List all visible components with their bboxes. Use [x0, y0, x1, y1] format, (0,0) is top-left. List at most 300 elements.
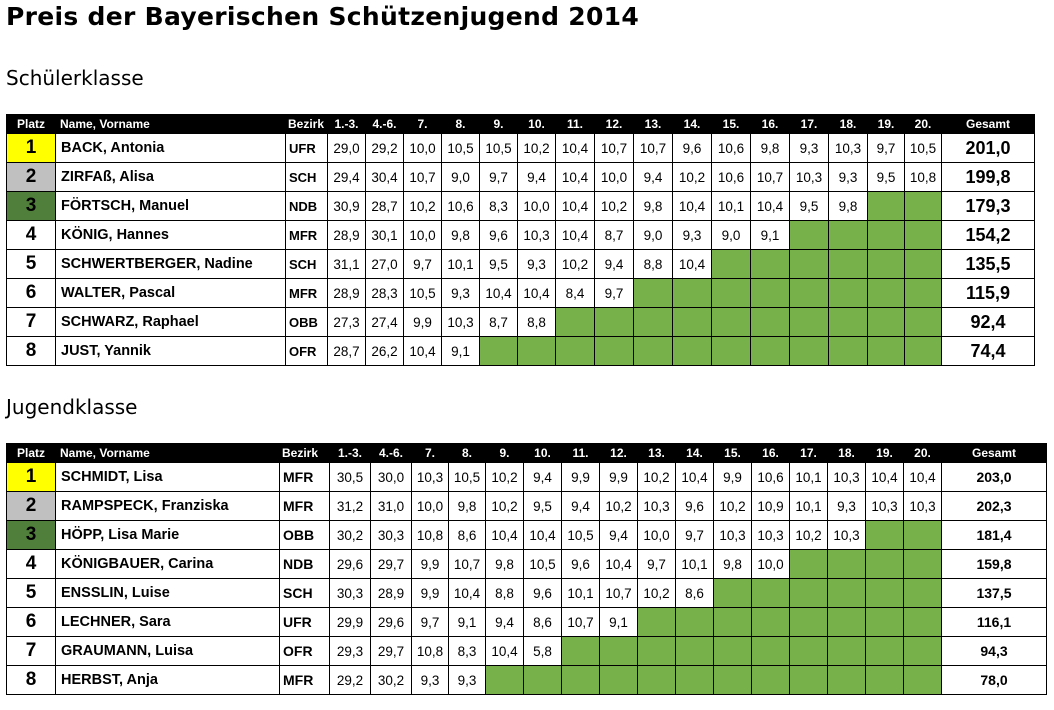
table-row: [7, 337, 1035, 366]
name-cell: ZIRFAß, Alisa: [56, 163, 286, 192]
score-cell: 8,8: [518, 308, 556, 337]
score-cell: 9,3: [828, 492, 866, 521]
table-row: [7, 250, 1035, 279]
empty-score-cell: [868, 221, 905, 250]
score-cell: 9,4: [634, 163, 673, 192]
empty-score-cell: [524, 666, 562, 695]
score-cell: 30,5: [330, 463, 371, 492]
score-cell: 5,8: [524, 637, 562, 666]
score-cell: 9,4: [518, 163, 556, 192]
score-cell: 9,1: [442, 337, 480, 366]
score-cell: 29,6: [371, 608, 412, 637]
empty-score-cell: [751, 250, 790, 279]
header-19: 19.: [868, 115, 905, 134]
score-cell: 9,7: [638, 550, 676, 579]
score-cell: 9,7: [676, 521, 714, 550]
empty-score-cell: [866, 521, 904, 550]
empty-score-cell: [676, 637, 714, 666]
score-cell: 9,7: [480, 163, 518, 192]
empty-score-cell: [829, 250, 868, 279]
score-cell: 10,9: [752, 492, 790, 521]
section-title-schuelerklasse: Schülerklasse: [6, 66, 144, 90]
score-cell: 10,4: [676, 463, 714, 492]
score-cell: 30,0: [371, 463, 412, 492]
score-cell: 10,4: [486, 521, 524, 550]
empty-score-cell: [673, 279, 712, 308]
score-cell: 10,4: [673, 250, 712, 279]
score-cell: 10,1: [562, 579, 600, 608]
score-cell: 30,3: [330, 579, 371, 608]
empty-score-cell: [790, 608, 828, 637]
score-cell: 10,3: [828, 463, 866, 492]
score-cell: 10,3: [790, 163, 829, 192]
name-cell: HERBST, Anja: [56, 666, 280, 695]
score-cell: 10,2: [486, 463, 524, 492]
score-cell: 10,7: [449, 550, 486, 579]
header-13: 13.: [638, 444, 676, 463]
bezirk-cell: MFR: [280, 463, 330, 492]
empty-score-cell: [595, 337, 634, 366]
score-cell: 10,0: [595, 163, 634, 192]
score-cell: 10,3: [638, 492, 676, 521]
score-cell: 9,6: [676, 492, 714, 521]
empty-score-cell: [905, 221, 942, 250]
score-cell: 9,6: [673, 134, 712, 163]
empty-score-cell: [600, 666, 638, 695]
score-cell: 9,7: [868, 134, 905, 163]
header-17: 17.: [790, 115, 829, 134]
score-cell: 29,0: [328, 134, 366, 163]
score-cell: 10,4: [751, 192, 790, 221]
score-cell: 10,8: [412, 637, 449, 666]
score-cell: 8,6: [449, 521, 486, 550]
score-cell: 9,7: [595, 279, 634, 308]
empty-score-cell: [828, 579, 866, 608]
header-20: 20.: [905, 115, 942, 134]
empty-score-cell: [638, 637, 676, 666]
score-cell: 29,6: [330, 550, 371, 579]
score-cell: 10,4: [556, 192, 595, 221]
score-cell: 10,1: [712, 192, 751, 221]
header-11: 11.: [562, 444, 600, 463]
total-cell: 92,4: [942, 308, 1035, 337]
score-cell: 9,1: [751, 221, 790, 250]
score-cell: 28,9: [328, 221, 366, 250]
score-cell: 10,1: [790, 463, 828, 492]
score-cell: 10,1: [442, 250, 480, 279]
score-cell: 9,4: [486, 608, 524, 637]
score-cell: 10,4: [524, 521, 562, 550]
score-cell: 10,0: [412, 492, 449, 521]
bezirk-cell: MFR: [280, 492, 330, 521]
empty-score-cell: [828, 666, 866, 695]
empty-score-cell: [790, 637, 828, 666]
empty-score-cell: [790, 550, 828, 579]
bezirk-cell: OFR: [286, 337, 328, 366]
score-cell: 30,3: [371, 521, 412, 550]
bezirk-cell: NDB: [286, 192, 328, 221]
score-cell: 10,2: [486, 492, 524, 521]
score-cell: 9,1: [449, 608, 486, 637]
header-bezirk: Bezirk: [286, 115, 328, 134]
score-cell: 10,2: [600, 492, 638, 521]
score-cell: 10,4: [556, 163, 595, 192]
score-cell: 10,2: [556, 250, 595, 279]
rank-cell: 1: [7, 134, 56, 163]
empty-score-cell: [638, 666, 676, 695]
total-cell: 179,3: [942, 192, 1035, 221]
empty-score-cell: [634, 337, 673, 366]
empty-score-cell: [752, 579, 790, 608]
score-cell: 29,7: [371, 637, 412, 666]
rank-cell: 3: [7, 521, 56, 550]
empty-score-cell: [556, 308, 595, 337]
score-cell: 29,3: [330, 637, 371, 666]
score-cell: 30,4: [366, 163, 404, 192]
score-cell: 8,8: [634, 250, 673, 279]
score-cell: 10,7: [595, 134, 634, 163]
score-cell: 9,8: [751, 134, 790, 163]
score-cell: 29,9: [330, 608, 371, 637]
empty-score-cell: [600, 637, 638, 666]
score-cell: 9,5: [480, 250, 518, 279]
empty-score-cell: [751, 337, 790, 366]
score-cell: 9,3: [442, 279, 480, 308]
score-cell: 10,4: [866, 463, 904, 492]
header-14: 14.: [673, 115, 712, 134]
score-cell: 9,3: [829, 163, 868, 192]
header-name-vorname: Name, Vorname: [56, 115, 286, 134]
score-cell: 10,5: [404, 279, 442, 308]
total-cell: 135,5: [942, 250, 1035, 279]
score-cell: 30,9: [328, 192, 366, 221]
score-cell: 10,0: [752, 550, 790, 579]
header-13: 13.: [634, 115, 673, 134]
empty-score-cell: [562, 666, 600, 695]
score-cell: 9,4: [562, 492, 600, 521]
score-cell: 10,3: [518, 221, 556, 250]
name-cell: LECHNER, Sara: [56, 608, 280, 637]
bezirk-cell: OBB: [280, 521, 330, 550]
header-10: 10.: [524, 444, 562, 463]
empty-score-cell: [868, 192, 905, 221]
score-cell: 27,3: [328, 308, 366, 337]
bezirk-cell: MFR: [280, 666, 330, 695]
header-gesamt: Gesamt: [942, 444, 1047, 463]
header-4-6: 4.-6.: [366, 115, 404, 134]
empty-score-cell: [905, 308, 942, 337]
rank-cell: 8: [7, 337, 56, 366]
score-cell: 27,4: [366, 308, 404, 337]
score-cell: 10,6: [712, 163, 751, 192]
score-cell: 10,6: [712, 134, 751, 163]
empty-score-cell: [790, 579, 828, 608]
total-cell: 94,3: [942, 637, 1047, 666]
rank-cell: 5: [7, 250, 56, 279]
name-cell: BACK, Antonia: [56, 134, 286, 163]
score-cell: 10,3: [442, 308, 480, 337]
empty-score-cell: [790, 337, 829, 366]
total-cell: 201,0: [942, 134, 1035, 163]
table-row: [7, 163, 1035, 192]
empty-score-cell: [829, 279, 868, 308]
score-cell: 9,8: [829, 192, 868, 221]
table-row: [7, 550, 1047, 579]
bezirk-cell: MFR: [286, 221, 328, 250]
header-11: 11.: [556, 115, 595, 134]
score-cell: 10,4: [673, 192, 712, 221]
total-cell: 115,9: [942, 279, 1035, 308]
score-cell: 27,0: [366, 250, 404, 279]
total-cell: 137,5: [942, 579, 1047, 608]
empty-score-cell: [866, 550, 904, 579]
score-cell: 9,6: [524, 579, 562, 608]
header-7: 7.: [412, 444, 449, 463]
score-cell: 10,5: [562, 521, 600, 550]
bezirk-cell: MFR: [286, 279, 328, 308]
name-cell: ENSSLIN, Luise: [56, 579, 280, 608]
score-cell: 9,7: [412, 608, 449, 637]
empty-score-cell: [868, 250, 905, 279]
empty-score-cell: [634, 279, 673, 308]
score-cell: 10,2: [790, 521, 828, 550]
score-cell: 9,1: [600, 608, 638, 637]
score-cell: 9,3: [518, 250, 556, 279]
header-16: 16.: [751, 115, 790, 134]
score-cell: 9,8: [442, 221, 480, 250]
score-cell: 9,4: [600, 521, 638, 550]
empty-score-cell: [556, 337, 595, 366]
score-cell: 10,7: [634, 134, 673, 163]
score-cell: 9,0: [634, 221, 673, 250]
name-cell: SCHWARZ, Raphael: [56, 308, 286, 337]
page-title: Preis der Bayerischen Schützenjugend 2014: [6, 2, 640, 31]
header-8: 8.: [442, 115, 480, 134]
score-cell: 9,9: [412, 550, 449, 579]
score-cell: 9,9: [412, 579, 449, 608]
empty-score-cell: [829, 308, 868, 337]
score-cell: 10,0: [518, 192, 556, 221]
empty-score-cell: [866, 608, 904, 637]
score-cell: 9,0: [712, 221, 751, 250]
empty-score-cell: [905, 192, 942, 221]
score-cell: 31,0: [371, 492, 412, 521]
score-cell: 10,2: [518, 134, 556, 163]
empty-score-cell: [714, 579, 752, 608]
name-cell: KÖNIG, Hannes: [56, 221, 286, 250]
header-16: 16.: [752, 444, 790, 463]
header-platz: Platz: [7, 444, 56, 463]
total-cell: 202,3: [942, 492, 1047, 521]
score-cell: 28,9: [371, 579, 412, 608]
table-row: [7, 666, 1047, 695]
score-cell: 10,0: [404, 221, 442, 250]
empty-score-cell: [562, 637, 600, 666]
score-cell: 10,6: [442, 192, 480, 221]
score-cell: 10,1: [790, 492, 828, 521]
score-cell: 9,3: [673, 221, 712, 250]
name-cell: FÖRTSCH, Manuel: [56, 192, 286, 221]
score-cell: 9,4: [595, 250, 634, 279]
bezirk-cell: SCH: [286, 163, 328, 192]
header-15: 15.: [714, 444, 752, 463]
total-cell: 181,4: [942, 521, 1047, 550]
empty-score-cell: [714, 637, 752, 666]
rank-cell: 2: [7, 163, 56, 192]
header-7: 7.: [404, 115, 442, 134]
empty-score-cell: [486, 666, 524, 695]
header-gesamt: Gesamt: [942, 115, 1035, 134]
empty-score-cell: [714, 666, 752, 695]
empty-score-cell: [790, 308, 829, 337]
score-cell: 9,6: [562, 550, 600, 579]
score-cell: 9,3: [449, 666, 486, 695]
score-cell: 8,6: [524, 608, 562, 637]
empty-score-cell: [868, 337, 905, 366]
table-body: [7, 134, 1035, 366]
bezirk-cell: NDB: [280, 550, 330, 579]
score-cell: 10,4: [556, 134, 595, 163]
score-cell: 9,8: [449, 492, 486, 521]
bezirk-cell: SCH: [280, 579, 330, 608]
score-cell: 9,3: [790, 134, 829, 163]
score-cell: 30,2: [371, 666, 412, 695]
empty-score-cell: [790, 279, 829, 308]
empty-score-cell: [712, 279, 751, 308]
name-cell: WALTER, Pascal: [56, 279, 286, 308]
header-20: 20.: [904, 444, 942, 463]
results-table-schuelerklasse: [6, 114, 1035, 366]
score-cell: 8,7: [595, 221, 634, 250]
score-cell: 10,3: [412, 463, 449, 492]
empty-score-cell: [676, 608, 714, 637]
empty-score-cell: [868, 279, 905, 308]
empty-score-cell: [518, 337, 556, 366]
rank-cell: 6: [7, 608, 56, 637]
score-cell: 10,4: [486, 637, 524, 666]
table-row: [7, 192, 1035, 221]
score-cell: 10,2: [404, 192, 442, 221]
empty-score-cell: [868, 308, 905, 337]
empty-score-cell: [676, 666, 714, 695]
score-cell: 28,3: [366, 279, 404, 308]
name-cell: KÖNIGBAUER, Carina: [56, 550, 280, 579]
score-cell: 9,5: [790, 192, 829, 221]
score-cell: 29,2: [366, 134, 404, 163]
score-cell: 29,7: [371, 550, 412, 579]
bezirk-cell: UFR: [280, 608, 330, 637]
table-row: [7, 279, 1035, 308]
name-cell: RAMPSPECK, Franziska: [56, 492, 280, 521]
score-cell: 8,8: [486, 579, 524, 608]
score-cell: 10,2: [714, 492, 752, 521]
score-cell: 29,4: [328, 163, 366, 192]
bezirk-cell: SCH: [286, 250, 328, 279]
score-cell: 30,2: [330, 521, 371, 550]
score-cell: 9,8: [486, 550, 524, 579]
score-cell: 28,7: [366, 192, 404, 221]
score-cell: 9,9: [562, 463, 600, 492]
section-title-jugendklasse: Jugendklasse: [6, 395, 138, 419]
header-17: 17.: [790, 444, 828, 463]
score-cell: 10,4: [600, 550, 638, 579]
score-cell: 10,4: [480, 279, 518, 308]
score-cell: 10,4: [518, 279, 556, 308]
score-cell: 9,0: [442, 163, 480, 192]
header-12: 12.: [595, 115, 634, 134]
score-cell: 9,5: [868, 163, 905, 192]
table-row: [7, 579, 1047, 608]
score-cell: 9,3: [412, 666, 449, 695]
header-4-6: 4.-6.: [371, 444, 412, 463]
score-cell: 10,6: [752, 463, 790, 492]
rank-cell: 7: [7, 637, 56, 666]
score-cell: 10,7: [562, 608, 600, 637]
empty-score-cell: [751, 308, 790, 337]
score-cell: 10,2: [673, 163, 712, 192]
empty-score-cell: [712, 337, 751, 366]
score-cell: 8,3: [480, 192, 518, 221]
score-cell: 10,3: [752, 521, 790, 550]
empty-score-cell: [673, 308, 712, 337]
bezirk-cell: OFR: [280, 637, 330, 666]
total-cell: 199,8: [942, 163, 1035, 192]
rank-cell: 6: [7, 279, 56, 308]
score-cell: 31,2: [330, 492, 371, 521]
header-8: 8.: [449, 444, 486, 463]
empty-score-cell: [712, 308, 751, 337]
rank-cell: 8: [7, 666, 56, 695]
name-cell: GRAUMANN, Luisa: [56, 637, 280, 666]
score-cell: 9,8: [714, 550, 752, 579]
score-cell: 10,1: [676, 550, 714, 579]
empty-score-cell: [905, 279, 942, 308]
empty-score-cell: [905, 337, 942, 366]
rank-cell: 4: [7, 550, 56, 579]
empty-score-cell: [904, 608, 942, 637]
empty-score-cell: [752, 666, 790, 695]
score-cell: 10,8: [905, 163, 942, 192]
header-1-3: 1.-3.: [330, 444, 371, 463]
total-cell: 203,0: [942, 463, 1047, 492]
score-cell: 10,2: [638, 463, 676, 492]
score-cell: 10,4: [904, 463, 942, 492]
empty-score-cell: [829, 221, 868, 250]
total-cell: 154,2: [942, 221, 1035, 250]
score-cell: 10,7: [751, 163, 790, 192]
empty-score-cell: [828, 550, 866, 579]
total-cell: 116,1: [942, 608, 1047, 637]
empty-score-cell: [790, 666, 828, 695]
name-cell: HÖPP, Lisa Marie: [56, 521, 280, 550]
empty-score-cell: [904, 521, 942, 550]
score-cell: 26,2: [366, 337, 404, 366]
rank-cell: 7: [7, 308, 56, 337]
empty-score-cell: [828, 608, 866, 637]
rank-cell: 1: [7, 463, 56, 492]
empty-score-cell: [904, 550, 942, 579]
bezirk-cell: OBB: [286, 308, 328, 337]
total-cell: 159,8: [942, 550, 1047, 579]
name-cell: SCHMIDT, Lisa: [56, 463, 280, 492]
header-19: 19.: [866, 444, 904, 463]
score-cell: 9,5: [524, 492, 562, 521]
score-cell: 10,3: [866, 492, 904, 521]
header-9: 9.: [486, 444, 524, 463]
score-cell: 9,7: [404, 250, 442, 279]
empty-score-cell: [866, 637, 904, 666]
score-cell: 10,3: [828, 521, 866, 550]
